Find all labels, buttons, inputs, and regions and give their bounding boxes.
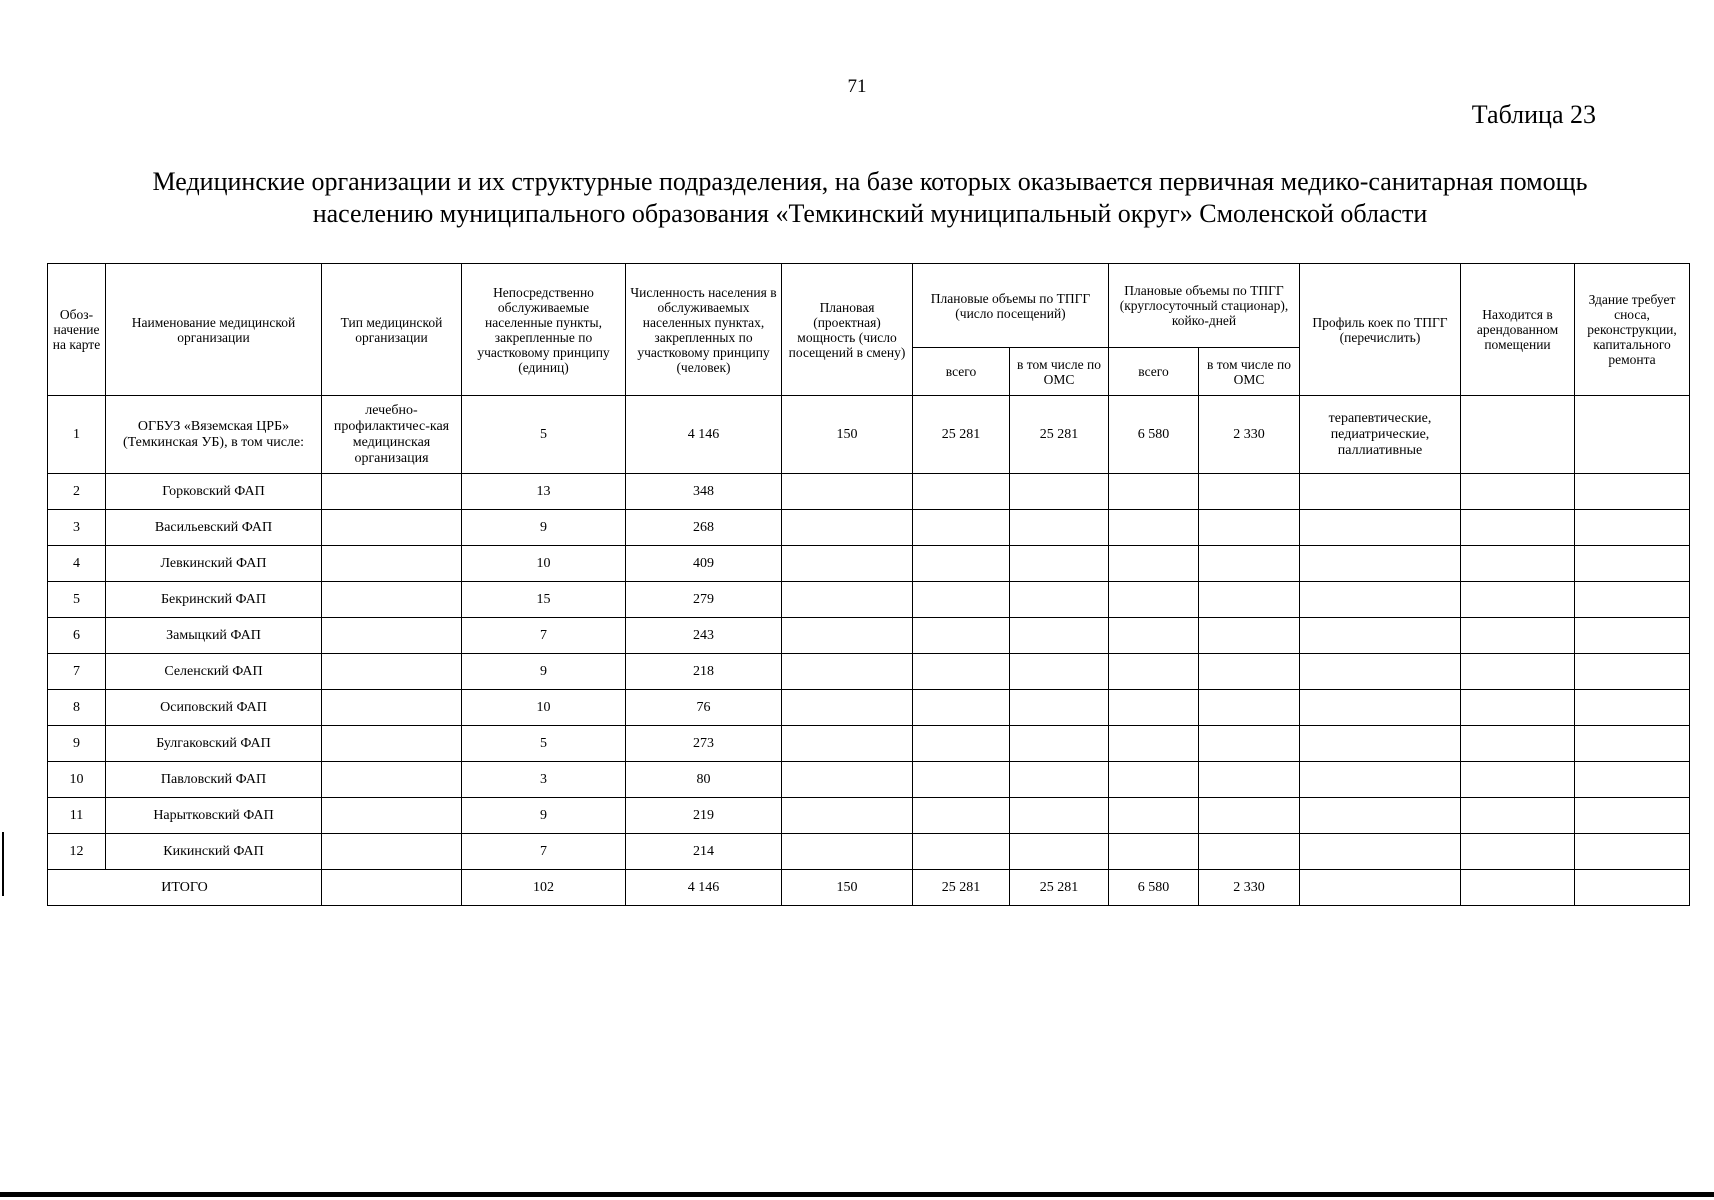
cell-num: 8 (48, 690, 106, 726)
total-population: 4 146 (626, 870, 782, 906)
title-line-1: Медицинские организации и их структурные подразделения, на базе которых оказывается первичная медико-санитарная помощь (152, 167, 1588, 196)
total-visits-oms: 25 281 (1010, 870, 1109, 906)
page-bottom-rule (0, 1192, 1714, 1197)
cell-type (322, 654, 462, 690)
header-designation: Обоз-начение на карте (48, 264, 106, 396)
cell-capacity (782, 654, 913, 690)
cell-points: 7 (462, 618, 626, 654)
cell-capacity (782, 474, 913, 510)
title-line-2: населению муниципального образования «Темкинский муниципальный округ» Смоленской области (312, 199, 1428, 228)
cell-num: 1 (48, 396, 106, 474)
header-org-name: Наименование медицинской организации (106, 264, 322, 396)
cell-capacity (782, 546, 913, 582)
cell-name: Павловский ФАП (106, 762, 322, 798)
cell-visits-total (913, 654, 1010, 690)
cell-bed-profile (1300, 870, 1461, 906)
cell-name: Замыцкий ФАП (106, 618, 322, 654)
cell-points: 10 (462, 690, 626, 726)
cell-beddays-total (1109, 474, 1199, 510)
header-visits-total: всего (913, 348, 1010, 396)
cell-num: 3 (48, 510, 106, 546)
cell-num: 6 (48, 618, 106, 654)
cell-rented (1461, 618, 1575, 654)
cell-beddays-oms (1199, 546, 1300, 582)
cell-type (322, 690, 462, 726)
cell-points: 5 (462, 726, 626, 762)
cell-population: 243 (626, 618, 782, 654)
cell-name: Нарытковский ФАП (106, 798, 322, 834)
header-settlements: Непосредственно обслуживаемые населенные пункты, закрепленные по участковому принципу (единиц) (462, 264, 626, 396)
cell-population: 273 (626, 726, 782, 762)
cell-building-state (1575, 618, 1690, 654)
cell-building-state (1575, 798, 1690, 834)
total-beddays-oms: 2 330 (1199, 870, 1300, 906)
cell-building-state (1575, 396, 1690, 474)
cell-bed-profile (1300, 510, 1461, 546)
cell-building-state (1575, 582, 1690, 618)
cell-name: Васильевский ФАП (106, 510, 322, 546)
cell-population: 214 (626, 834, 782, 870)
cell-name: Осиповский ФАП (106, 690, 322, 726)
cell-points: 3 (462, 762, 626, 798)
cell-type (322, 798, 462, 834)
cell-type (322, 582, 462, 618)
cell-rented (1461, 396, 1575, 474)
header-beddays-total: всего (1109, 348, 1199, 396)
cell-visits-oms (1010, 762, 1109, 798)
table-row (48, 654, 1690, 690)
cell-name: Кикинский ФАП (106, 834, 322, 870)
cell-building-state (1575, 726, 1690, 762)
cell-building-state (1575, 474, 1690, 510)
cell-type (322, 870, 462, 906)
cell-name: Бекринский ФАП (106, 582, 322, 618)
cell-beddays-total (1109, 690, 1199, 726)
cell-type (322, 546, 462, 582)
cell-beddays-oms (1199, 474, 1300, 510)
cell-beddays-oms (1199, 762, 1300, 798)
cell-population: 219 (626, 798, 782, 834)
cell-num: 9 (48, 726, 106, 762)
cell-rented (1461, 582, 1575, 618)
cell-bed-profile (1300, 726, 1461, 762)
cell-bed-profile (1300, 582, 1461, 618)
cell-rented (1461, 798, 1575, 834)
cell-rented (1461, 870, 1575, 906)
cell-beddays-oms (1199, 798, 1300, 834)
cell-beddays-total (1109, 834, 1199, 870)
document-title (55, 166, 1685, 230)
cell-visits-oms (1010, 510, 1109, 546)
cell-capacity (782, 726, 913, 762)
table-caption: Таблица 23 (1471, 100, 1596, 129)
cell-rented (1461, 510, 1575, 546)
cell-beddays-total (1109, 762, 1199, 798)
cell-visits-oms (1010, 690, 1109, 726)
cell-visits-oms (1010, 618, 1109, 654)
cell-beddays-oms (1199, 834, 1300, 870)
cell-visits-oms: 25 281 (1010, 396, 1109, 474)
cell-population: 76 (626, 690, 782, 726)
cell-num: 2 (48, 474, 106, 510)
total-capacity: 150 (782, 870, 913, 906)
cell-building-state (1575, 870, 1690, 906)
cell-bed-profile (1300, 690, 1461, 726)
cell-rented (1461, 690, 1575, 726)
table-row (48, 726, 1690, 762)
header-visits-oms: в том числе по ОМС (1010, 348, 1109, 396)
total-label: ИТОГО (48, 870, 322, 906)
cell-type (322, 474, 462, 510)
cell-name: Селенский ФАП (106, 654, 322, 690)
table-row (48, 510, 1690, 546)
cell-visits-oms (1010, 834, 1109, 870)
cell-visits-total (913, 474, 1010, 510)
cell-type (322, 762, 462, 798)
cell-rented (1461, 834, 1575, 870)
cell-points: 13 (462, 474, 626, 510)
cell-visits-total (913, 690, 1010, 726)
cell-beddays-total (1109, 618, 1199, 654)
cell-beddays-oms: 2 330 (1199, 396, 1300, 474)
cell-visits-oms (1010, 654, 1109, 690)
cell-points: 9 (462, 510, 626, 546)
cell-capacity (782, 834, 913, 870)
cell-beddays-oms (1199, 726, 1300, 762)
cell-bed-profile (1300, 654, 1461, 690)
header-building-state: Здание требует сноса, реконструкции, капитального ремонта (1575, 264, 1690, 396)
cell-beddays-oms (1199, 582, 1300, 618)
cell-type (322, 834, 462, 870)
table-row (48, 762, 1690, 798)
cell-capacity (782, 762, 913, 798)
cell-visits-total (913, 798, 1010, 834)
cell-visits-total (913, 834, 1010, 870)
total-points: 102 (462, 870, 626, 906)
cell-rented (1461, 762, 1575, 798)
cell-bed-profile (1300, 474, 1461, 510)
table-row (48, 618, 1690, 654)
cell-building-state (1575, 690, 1690, 726)
table-row (48, 474, 1690, 510)
header-visits-group: Плановые объемы по ТПГГ (число посещений) (913, 264, 1109, 348)
cell-building-state (1575, 546, 1690, 582)
cell-points: 10 (462, 546, 626, 582)
cell-population: 409 (626, 546, 782, 582)
cell-beddays-total (1109, 654, 1199, 690)
cell-beddays-total (1109, 798, 1199, 834)
cell-visits-total (913, 546, 1010, 582)
cell-building-state (1575, 510, 1690, 546)
cell-name: Горковский ФАП (106, 474, 322, 510)
cell-name: ОГБУЗ «Вяземская ЦРБ» (Темкинская УБ), в том числе: (106, 396, 322, 474)
cell-visits-oms (1010, 582, 1109, 618)
cell-points: 9 (462, 654, 626, 690)
table-row (48, 582, 1690, 618)
cell-visits-total (913, 618, 1010, 654)
cell-rented (1461, 474, 1575, 510)
page-number: 71 (847, 76, 867, 97)
cell-capacity (782, 510, 913, 546)
table-row (48, 546, 1690, 582)
cell-visits-total (913, 726, 1010, 762)
total-visits-total: 25 281 (913, 870, 1010, 906)
cell-capacity (782, 690, 913, 726)
cell-num: 5 (48, 582, 106, 618)
cell-beddays-oms (1199, 654, 1300, 690)
total-row (48, 870, 1690, 906)
cell-type (322, 726, 462, 762)
cell-bed-profile (1300, 798, 1461, 834)
header-rented: Находится в арендованном помещении (1461, 264, 1575, 396)
cell-beddays-total: 6 580 (1109, 396, 1199, 474)
cell-building-state (1575, 654, 1690, 690)
header-org-type: Тип медицинской организации (322, 264, 462, 396)
cell-bed-profile (1300, 762, 1461, 798)
cell-beddays-oms (1199, 618, 1300, 654)
cell-beddays-total (1109, 582, 1199, 618)
cell-num: 7 (48, 654, 106, 690)
cell-visits-oms (1010, 474, 1109, 510)
cell-capacity (782, 798, 913, 834)
cell-points: 7 (462, 834, 626, 870)
cell-name: Левкинский ФАП (106, 546, 322, 582)
cell-capacity (782, 582, 913, 618)
cell-population: 268 (626, 510, 782, 546)
header-beddays-group: Плановые объемы по ТПГГ (круглосуточный стационар), койко-дней (1109, 264, 1300, 348)
cell-beddays-total (1109, 510, 1199, 546)
cell-bed-profile (1300, 546, 1461, 582)
cell-visits-total: 25 281 (913, 396, 1010, 474)
cell-population: 348 (626, 474, 782, 510)
cell-num: 11 (48, 798, 106, 834)
cell-population: 80 (626, 762, 782, 798)
cell-visits-oms (1010, 546, 1109, 582)
total-beddays-total: 6 580 (1109, 870, 1199, 906)
table-header (48, 264, 1690, 396)
cell-num: 12 (48, 834, 106, 870)
cell-rented (1461, 726, 1575, 762)
table-row (48, 798, 1690, 834)
table-row (48, 834, 1690, 870)
cell-name: Булгаковский ФАП (106, 726, 322, 762)
cell-rented (1461, 654, 1575, 690)
cell-population: 218 (626, 654, 782, 690)
header-population: Численность населения в обслуживаемых населенных пунктах, закрепленных по участковому принципу (человек) (626, 264, 782, 396)
cell-visits-total (913, 762, 1010, 798)
cell-capacity: 150 (782, 396, 913, 474)
cell-beddays-oms (1199, 690, 1300, 726)
cell-population: 279 (626, 582, 782, 618)
cell-beddays-total (1109, 726, 1199, 762)
header-capacity: Плановая (проектная) мощность (число посещений в смену) (782, 264, 913, 396)
cell-building-state (1575, 762, 1690, 798)
cell-bed-profile: терапевтические, педиатрические, паллиативные (1300, 396, 1461, 474)
cell-type: лечебно-профилактичес-кая медицинская организация (322, 396, 462, 474)
cell-beddays-total (1109, 546, 1199, 582)
cell-points: 5 (462, 396, 626, 474)
cell-num: 4 (48, 546, 106, 582)
cell-visits-total (913, 582, 1010, 618)
cell-visits-oms (1010, 726, 1109, 762)
cell-bed-profile (1300, 834, 1461, 870)
scan-margin-mark (2, 832, 4, 896)
header-bed-profile: Профиль коек по ТПГГ (перечислить) (1300, 264, 1461, 396)
table-row (48, 690, 1690, 726)
cell-points: 9 (462, 798, 626, 834)
cell-visits-oms (1010, 798, 1109, 834)
cell-points: 15 (462, 582, 626, 618)
cell-bed-profile (1300, 618, 1461, 654)
cell-num: 10 (48, 762, 106, 798)
cell-visits-total (913, 510, 1010, 546)
cell-type (322, 510, 462, 546)
cell-beddays-oms (1199, 510, 1300, 546)
cell-population: 4 146 (626, 396, 782, 474)
header-beddays-oms: в том числе по ОМС (1199, 348, 1300, 396)
table-row (48, 396, 1690, 474)
organizations-table (47, 263, 1690, 906)
table-body (48, 396, 1690, 906)
cell-capacity (782, 618, 913, 654)
cell-type (322, 618, 462, 654)
cell-building-state (1575, 834, 1690, 870)
cell-rented (1461, 546, 1575, 582)
